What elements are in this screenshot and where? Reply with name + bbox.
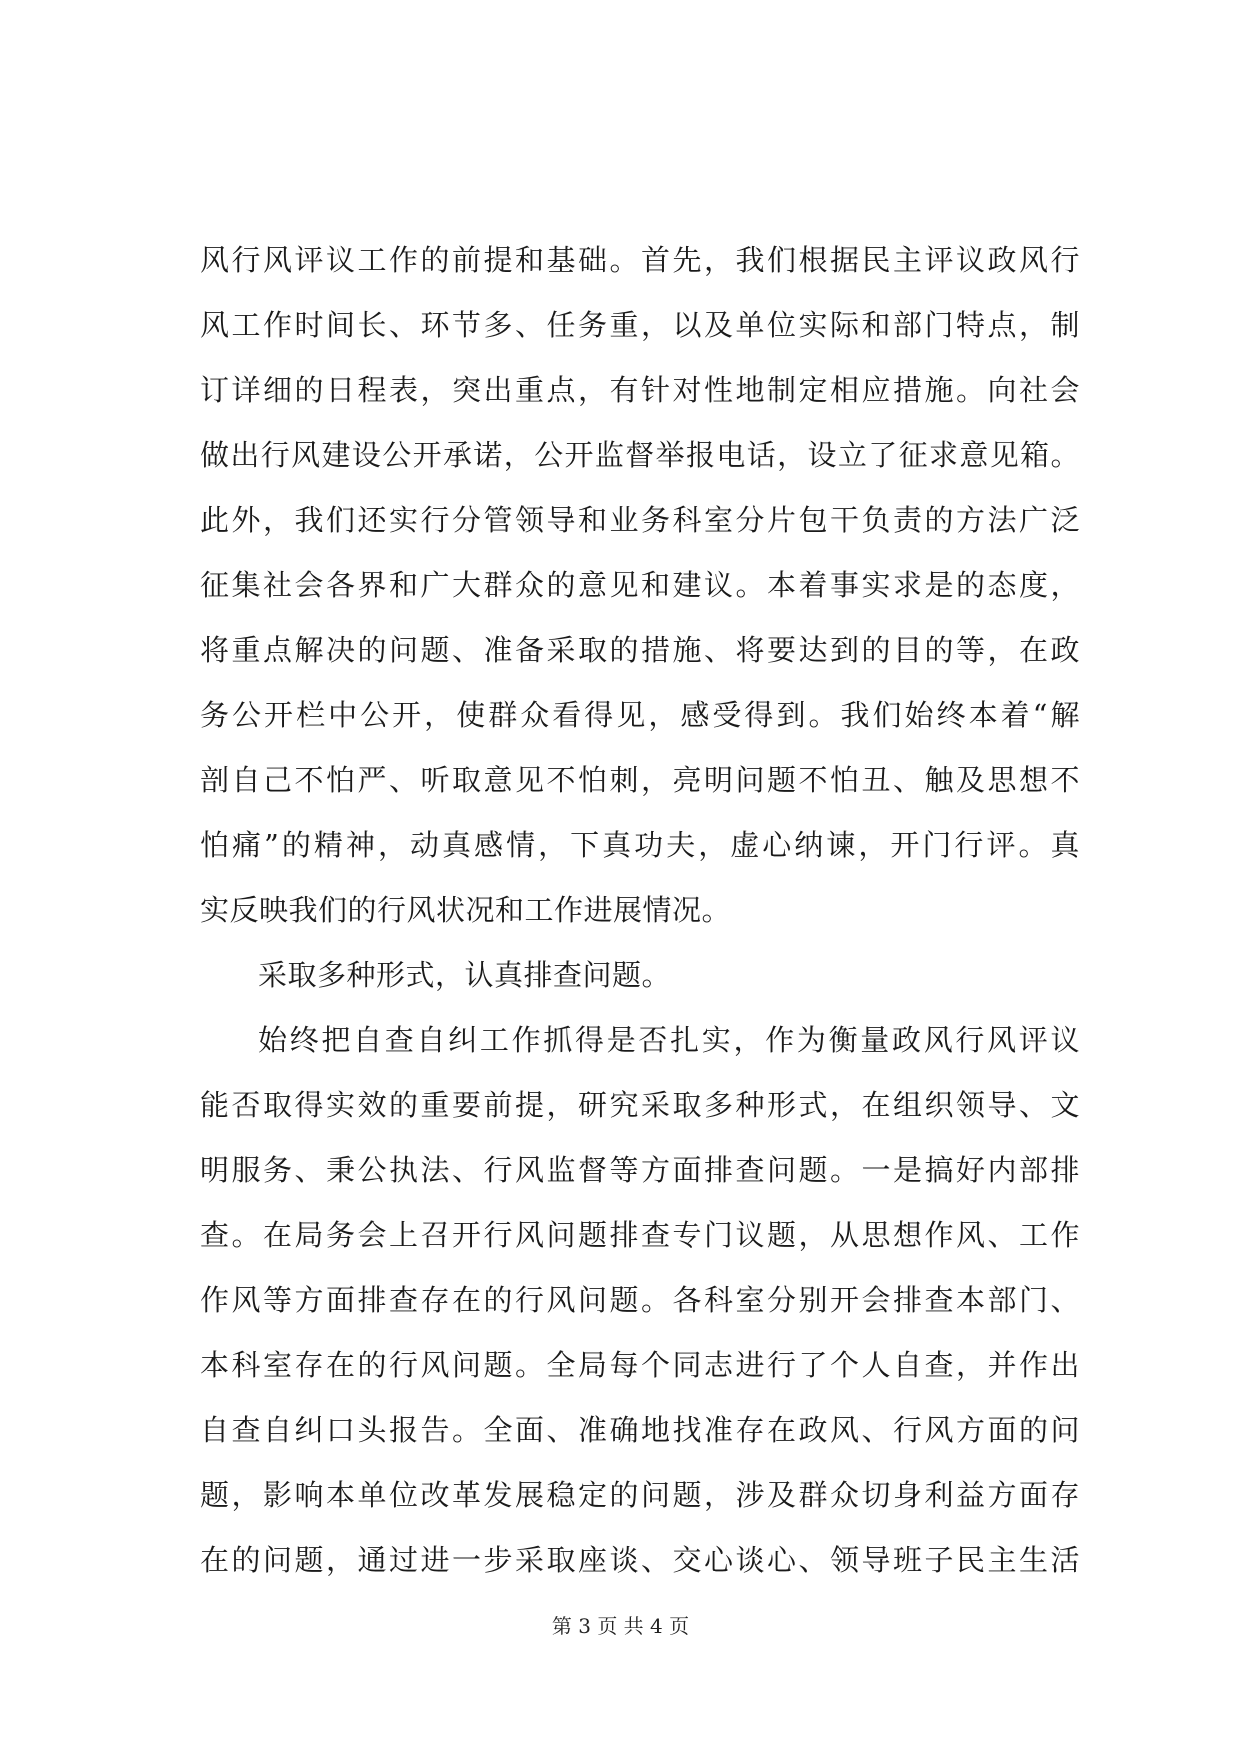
text-line: 题，影响本单位改革发展稳定的问题，涉及群众切身利益方面存	[200, 1478, 1080, 1512]
page-number-footer: 第 3 页 共 4 页	[551, 1614, 690, 1638]
paragraph-1	[200, 228, 1080, 943]
text-line: 做出行风建设公开承诺，公开监督举报电话，设立了征求意见箱。	[200, 438, 1080, 472]
text-line: 剖自己不怕严、听取意见不怕刺，亮明问题不怕丑、触及思想不	[200, 763, 1080, 797]
text-line: 查。在局务会上召开行风问题排查专门议题，从思想作风、工作	[200, 1218, 1080, 1252]
section-heading: 采取多种形式，认真排查问题。	[258, 958, 672, 992]
text-line: 此外，我们还实行分管领导和业务科室分片包干负责的方法广泛	[200, 503, 1080, 537]
text-line: 怕痛”的精神，动真感情，下真功夫，虚心纳谏，开门行评。真	[200, 828, 1080, 862]
text-line: 风工作时间长、环节多、任务重，以及单位实际和部门特点，制	[200, 308, 1080, 342]
text-line: 务公开栏中公开，使群众看得见，感受得到。我们始终本着“解	[200, 698, 1080, 732]
paragraph-3	[200, 1008, 1080, 1593]
text-line: 作风等方面排查存在的行风问题。各科室分别开会排查本部门、	[200, 1283, 1080, 1317]
text-line: 始终把自查自纠工作抓得是否扎实，作为衡量政风行风评议	[258, 1023, 1080, 1057]
text-line: 实反映我们的行风状况和工作进展情况。	[200, 893, 732, 927]
text-line: 明服务、秉公执法、行风监督等方面排查问题。一是搞好内部排	[200, 1153, 1080, 1187]
text-line: 本科室存在的行风问题。全局每个同志进行了个人自查，并作出	[200, 1348, 1080, 1382]
text-line: 订详细的日程表，突出重点，有针对性地制定相应措施。向社会	[200, 373, 1080, 407]
text-line: 将重点解决的问题、准备采取的措施、将要达到的目的等，在政	[200, 633, 1080, 667]
text-line: 在的问题，通过进一步采取座谈、交心谈心、领导班子民主生活	[200, 1543, 1080, 1577]
document-body	[200, 228, 1080, 1593]
paragraph-2-heading	[200, 943, 1080, 1008]
text-line: 能否取得实效的重要前提，研究采取多种形式，在组织领导、文	[200, 1088, 1080, 1122]
text-line: 征集社会各界和广大群众的意见和建议。本着事实求是的态度，	[200, 568, 1080, 602]
text-line: 风行风评议工作的前提和基础。首先，我们根据民主评议政风行	[200, 243, 1080, 277]
text-line: 自查自纠口头报告。全面、准确地找准存在政风、行风方面的问	[200, 1413, 1080, 1447]
